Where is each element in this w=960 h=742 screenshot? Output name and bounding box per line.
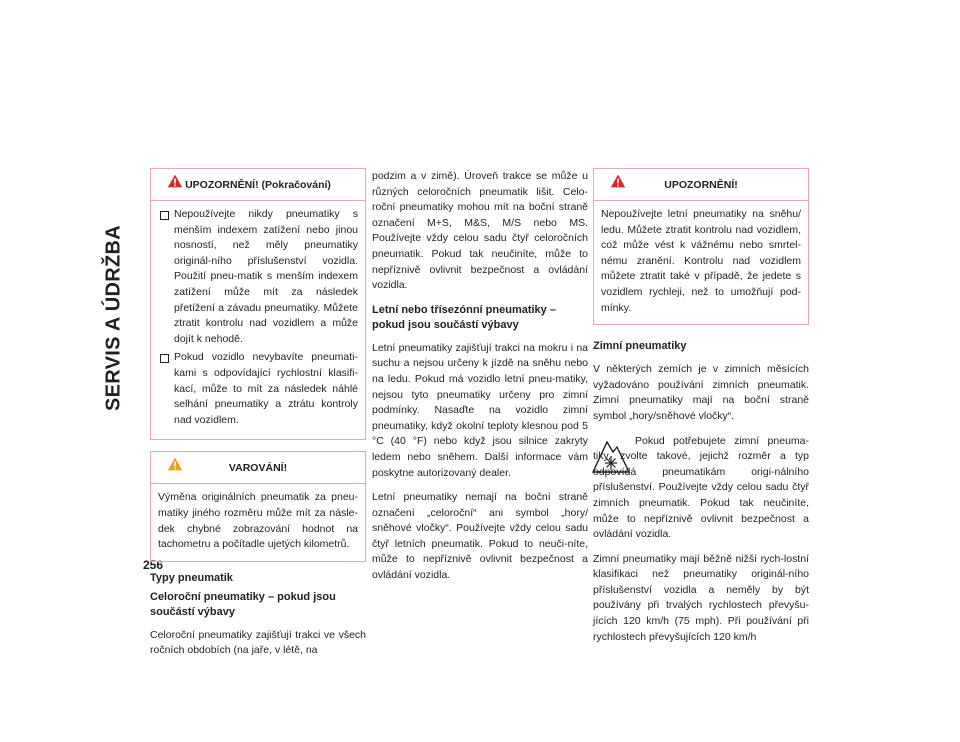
- winter-tire-symbol-block: [593, 434, 809, 543]
- subsection-heading-summer: Letní nebo třísezónní pneumatiky – pokud jsou součástí výbavy: [372, 303, 556, 331]
- warning-box-text: Nepoužívejte letní pneumatiky na sněhu/ ledu. Můžete ztratit kontrolu nad vozidlem, což může vést k vážnému nebo smrtel-nému zranění. Kontrolu nad vozidlem můžete ztratit také v případě, že jedete s vozidlem rychleji, než to umožňují pod-mínky.: [601, 208, 801, 314]
- subsection-heading-all-season: Celoroční pneumatiky – pokud jsou součástí výbavy: [150, 590, 336, 618]
- paragraph: V některých zemích je v zimních měsících vyžadováno používání zimních pneumatik. Zimní pneumatiky mají na boční straně symbol „hory/sněhové vločky“.: [593, 363, 809, 422]
- warning-box: [593, 168, 809, 325]
- caution-box-title: VAROVÁNÍ!: [228, 462, 288, 475]
- warning-box-header: [151, 169, 365, 201]
- list-item: [158, 207, 358, 347]
- column-3: [593, 168, 809, 654]
- paragraph: Letní pneumatiky zajišťují trakci na mokru i na suchu a nejsou určeny k jízdě na sněhu nebo na ledu. Pokud má vozidlo letní pneu-matiky, nejsou tyto pneumatiky určeny pro zimní podmínky. Nasaďte na vozidlo zimní pneumatiky, když okolní teploty klesnou pod 5 °C (40 °F) nebo když jsou silnice zakryty ledem nebo sněhem. Další informace vám poskytne autorizovaný dealer.: [372, 341, 588, 479]
- paragraph: Letní pneumatiky nemají na boční straně označení „celoroční“ ani symbol „hory/ sněhové vločky“. Používejte vždy celou sadu čtyř letních pneumatik. Pokud to neuči-níte, může to nepříznivě ovlivnit bezpečnost a ovládání vozidla.: [372, 491, 588, 582]
- column-1: [150, 168, 366, 668]
- page-number: 256: [143, 558, 164, 572]
- section-heading: Typy pneumatik: [150, 571, 233, 584]
- caution-box-header: [151, 452, 365, 484]
- warning-box-header: [594, 169, 808, 201]
- chapter-side-title: SERVIS A ÚDRŽBA: [102, 225, 125, 412]
- mountain-snowflake-icon: [591, 438, 631, 474]
- paragraph: Pokud potřebujete zimní pneuma-tiky, zvolte takové, jejichž rozměr a typ odpovídá pneumatikám origi-nálního příslušenství. Používejte vždy celou sadu čtyř zimních pneumatik. Pokud tak neučiníte, může to nepříznivě ovlivnit bezpečnost a ovládání vozidla.: [593, 434, 809, 541]
- caution-box-text: Výměna originálních pneumatik za pneu-matiky jiného rozměru může mít za násle-dek chybné zobrazování hodnot na tachometru a počítadle ujetých kilometrů.: [158, 491, 358, 551]
- checkbox-bullet-icon: [160, 211, 169, 220]
- list-item: [158, 350, 358, 428]
- list-item-text: Pokud vozidlo nevybavíte pneumati-kami s odpovídající rychlostní klasifi-kací, může to mít za následek náhlé selhání pneumatiky a ztrátu kontroly nad vozidlem.: [174, 351, 358, 426]
- caution-box: [150, 451, 366, 561]
- paragraph: podzim a v zimě). Úroveň trakce se může u různých celoročních pneumatik lišit. Celo-roční pneumatiky mohou mít na boční straně označení M+S, M&S, M/S nebo MS. Používejte vždy celou sadu čtyř celoročních pneumatik. Pokud tak neučiníte, může to nepříznivě ovlivnit bezpečnost a ovládání vozidla.: [372, 170, 588, 292]
- warning-box-continued: [150, 168, 366, 440]
- list-item-text: Nepoužívejte nikdy pneumatiky s menším indexem zatížení nebo jinou nosností, než měly pneumatiky originál-ního příslušenství vozidla. Použití pneu-matik s menším indexem zatížení může mít za následek přetížení a závadu pneumatiky. Můžete ztratit kontrolu nad vozidlem a může dojít k nehodě.: [174, 208, 358, 345]
- warning-box-title: UPOZORNĚNÍ!: [664, 179, 738, 191]
- column-2: [372, 169, 588, 593]
- checkbox-bullet-icon: [160, 354, 169, 363]
- subsection-heading-winter: Zimní pneumatiky: [593, 340, 687, 353]
- paragraph: Zimní pneumatiky mají běžně nižší rych-lostní klasifikaci než pneumatiky originál-ního příslušenství vozidla a neměly by být používány při trvalých rychlostech převyšu-jících 120 km/h (75 mph). Při používání při rychlostech převyšujících 120 km/h: [593, 552, 809, 643]
- warning-box-title: UPOZORNĚNÍ! (Pokračování): [185, 179, 331, 191]
- paragraph: Celoroční pneumatiky zajišťují trakci ve všech ročních obdobích (na jaře, v létě, na: [150, 628, 366, 657]
